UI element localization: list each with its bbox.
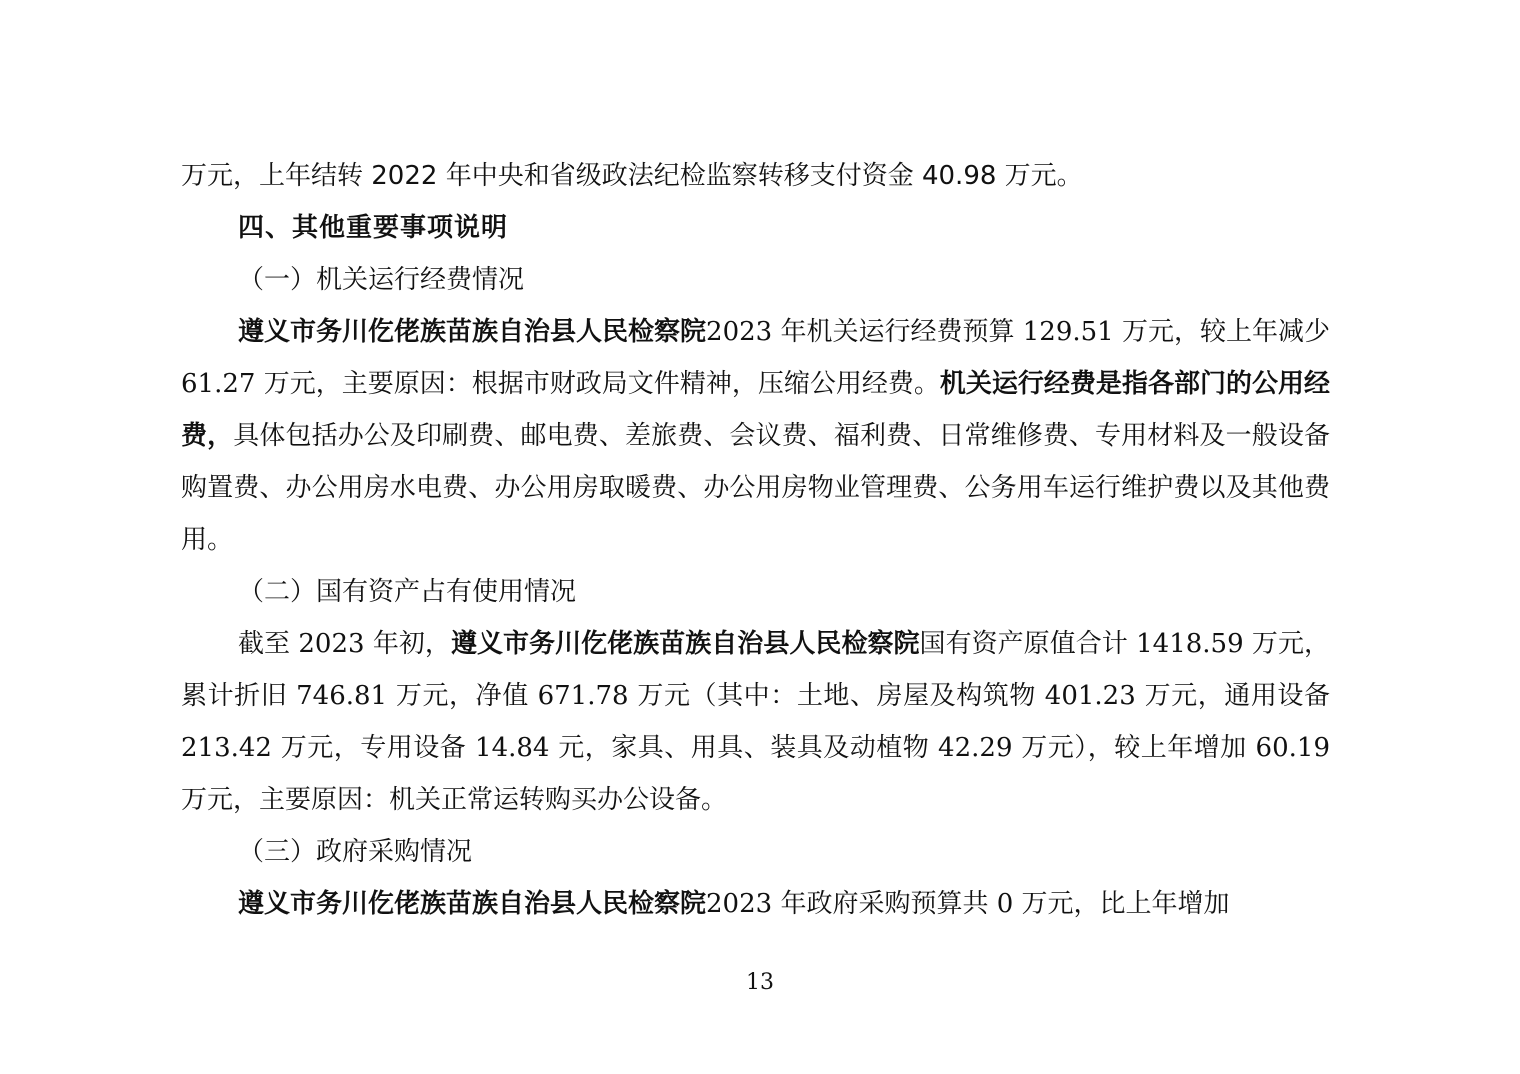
subsection-heading-2: （二）国有资产占有使用情况 xyxy=(238,577,577,607)
paragraph-operating-expenses: 遵义市务川仡佬族苗族自治县人民检察院2023 年机关运行经费预算 129.51 万元，较上年减少 61.27 万元，主要原因：根据市财政局文件精神，压缩公用经费。机关运行经费是指各部门的公用经费，具体包括办公及印刷费、邮电费、差旅费、会议费、福利费、日常维修费、专用材料及一般设备购置费、办公用房水电费、办公用房取暖费、办公用房物业管理费、公务用车运行维护费以及其他费用。 xyxy=(181,317,1330,555)
organization-name: 遵义市务川仡佬族苗族自治县人民检察院 xyxy=(450,629,920,659)
paragraph-procurement: 遵义市务川仡佬族苗族自治县人民检察院2023 年政府采购预算共 0 万元，比上年增加 xyxy=(238,889,1230,919)
organization-name: 遵义市务川仡佬族苗族自治县人民检察院 xyxy=(238,317,707,347)
text-block-lower xyxy=(181,566,1330,930)
section-heading-4: 四、其他重要事项说明 xyxy=(238,213,509,243)
subsection-heading-3: （三）政府采购情况 xyxy=(238,837,473,867)
subsection-heading-1: （一）机关运行经费情况 xyxy=(238,265,525,295)
text-block-upper xyxy=(181,150,1330,566)
paragraph-state-assets: 截至 2023 年初，遵义市务川仡佬族苗族自治县人民检察院国有资产原值合计 1418.59 万元，累计折旧 746.81 万元，净值 671.78 万元（其中：土地、房屋及构筑物 401.23 万元，通用设备 213.42 万元，专用设备 14.84 元，家具、用具、装具及动植物 42.29 万元），较上年增加 60.19 万元，主要原因：机关正常运转购买办公设备。 xyxy=(181,629,1330,815)
definition-bold: 机关运行经费是指各部门的公用经费， xyxy=(181,369,1330,451)
organization-name: 遵义市务川仡佬族苗族自治县人民检察院 xyxy=(238,889,707,919)
paragraph-carryover: 万元，上年结转 2022 年中央和省级政法纪检监察转移支付资金 40.98 万元。 xyxy=(181,161,1083,191)
page-number: 13 xyxy=(746,970,774,995)
